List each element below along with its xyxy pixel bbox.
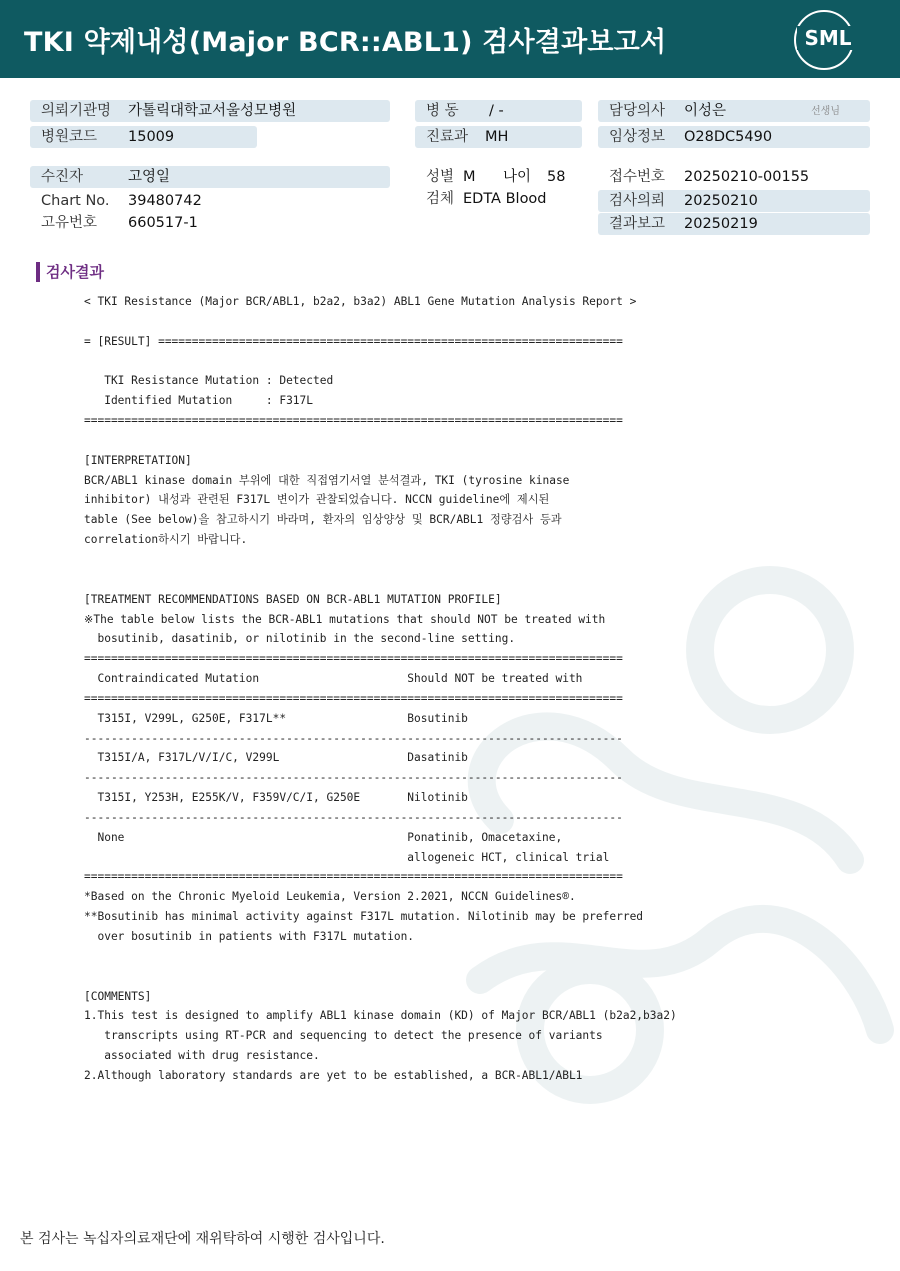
report-line: [TREATMENT RECOMMENDATIONS BASED ON BCR-ABL1 MUTATION PROFILE]: [84, 592, 502, 606]
report-line: = [RESULT] =====================================================================: [84, 334, 623, 348]
report-line: ================================================================================: [84, 691, 623, 705]
logo-text: SML: [797, 26, 859, 50]
report-line: over bosutinib in patients with F317L mutation.: [84, 930, 415, 943]
institution-label: 의뢰기관명: [41, 103, 112, 119]
report-line: None Ponatinib, Omacetaxine,: [84, 830, 563, 844]
report-header: [0, 0, 900, 78]
report-line: *Based on the Chronic Myeloid Leukemia, Version 2.2021, NCCN Guidelines®.: [84, 890, 576, 904]
test-request-value: 20250210: [684, 193, 758, 209]
report-line: ================================================================================: [84, 870, 623, 884]
chart-no-value: 39480742: [128, 193, 202, 209]
doctor-suffix: 선생님: [811, 106, 840, 117]
unique-no-label: 고유번호: [41, 215, 98, 231]
specimen-label: 검체: [426, 191, 455, 207]
report-line: T315I, V299L, G250E, F317L** Bosutinib: [84, 711, 468, 725]
report-line: --------------------------------------------------------------------------------: [84, 731, 623, 745]
report-line: [COMMENTS]: [84, 989, 152, 1003]
doctor-value: 이성은: [684, 103, 727, 119]
department-label: 진료과: [426, 129, 469, 145]
hospital-code-field: [30, 126, 257, 148]
sex-label: 성별: [426, 169, 455, 185]
patient-label: 수진자: [41, 169, 84, 185]
report-body: [84, 292, 677, 1086]
sml-logo: [794, 10, 860, 68]
clinical-info-field: [598, 126, 870, 148]
receipt-no-field: [598, 166, 870, 188]
report-line: allogeneic HCT, clinical trial: [84, 850, 610, 864]
patient-field: [30, 166, 390, 188]
test-request-label: 검사의뢰: [609, 193, 666, 209]
sex-age-field: [415, 166, 582, 188]
result-report-label: 결과보고: [609, 216, 666, 232]
hospital-code-value: 15009: [128, 129, 175, 145]
footer-note: 본 검사는 녹십자의료재단에 재위탁하여 시행한 검사입니다.: [20, 1231, 385, 1247]
report-line: table (See below)을 참고하시기 바라며, 환자의 임상양상 및 BCR/ABL1 정량검사 등과: [84, 513, 562, 527]
department-value: MH: [485, 129, 509, 145]
section-title: 검사결과: [36, 262, 104, 282]
report-line: T315I, Y253H, E255K/V, F359V/C/I, G250E Nilotinib: [84, 791, 468, 805]
age-label: 나이: [503, 169, 532, 185]
report-line: inhibitor) 내성과 관련된 F317L 변이가 관찰되었습니다. NCCN guideline에 제시된: [84, 493, 550, 507]
report-line: TKI Resistance Mutation : Detected: [84, 374, 334, 388]
report-line: ※The table below lists the BCR-ABL1 mutations that should NOT be treated with: [84, 612, 606, 626]
report-line: bosutinib, dasatinib, or nilotinib in the second-line setting.: [84, 632, 516, 646]
report-line: ================================================================================: [84, 414, 623, 428]
department-field: [415, 126, 582, 148]
report-line: transcripts using RT-PCR and sequencing to detect the presence of variants: [84, 1029, 603, 1043]
report-line: T315I/A, F317L/V/I/C, V299L Dasatinib: [84, 751, 468, 765]
chart-no-label: Chart No.: [41, 193, 110, 209]
patient-value: 고영일: [128, 169, 171, 185]
report-line: **Bosutinib has minimal activity against F317L mutation. Nilotinib may be preferred: [84, 910, 644, 924]
specimen-field: [415, 188, 582, 210]
report-line: ================================================================================: [84, 652, 623, 666]
report-line: --------------------------------------------------------------------------------: [84, 771, 623, 785]
ward-field: [415, 100, 582, 122]
report-line: correlation하시기 바랍니다.: [84, 533, 248, 547]
report-line: [INTERPRETATION]: [84, 453, 192, 467]
institution-field: [30, 100, 390, 122]
report-line: 2.Although laboratory standards are yet to be established, a BCR-ABL1/ABL1: [84, 1068, 583, 1082]
report-line: < TKI Resistance (Major BCR/ABL1, b2a2, b3a2) ABL1 Gene Mutation Analysis Report >: [84, 295, 637, 308]
unique-no-field: [30, 212, 390, 234]
receipt-no-label: 접수번호: [609, 169, 666, 185]
institution-value: 가톨릭대학교서울성모병원: [128, 103, 297, 119]
clinical-info-label: 임상정보: [609, 129, 666, 145]
report-line: associated with drug resistance.: [84, 1049, 320, 1063]
ward-label: 병 동: [426, 103, 459, 119]
ward-value: / -: [489, 103, 504, 119]
report-line: Contraindicated Mutation Should NOT be treated with: [84, 672, 583, 686]
report-line: --------------------------------------------------------------------------------: [84, 810, 623, 824]
report-title: TKI 약제내성(Major BCR::ABL1) 검사결과보고서: [24, 27, 667, 58]
clinical-info-value: O28DC5490: [684, 129, 773, 145]
test-request-field: [598, 190, 870, 212]
result-report-value: 20250219: [684, 216, 758, 232]
receipt-no-value: 20250210-00155: [684, 169, 810, 185]
specimen-value: EDTA Blood: [463, 191, 547, 207]
result-report-field: [598, 213, 870, 235]
chart-no-field: [30, 190, 390, 212]
report-line: BCR/ABL1 kinase domain 부위에 대한 직접염기서열 분석결과, TKI (tyrosine kinase: [84, 473, 570, 487]
unique-no-value: 660517-1: [128, 215, 198, 231]
sex-value: M: [463, 169, 476, 185]
doctor-field: [598, 100, 870, 122]
hospital-code-label: 병원코드: [41, 129, 98, 145]
report-line: 1.This test is designed to amplify ABL1 kinase domain (KD) of Major BCR/ABL1 (b2a2,b3a2): [84, 1009, 677, 1023]
age-value: 58: [547, 169, 566, 185]
report-line: Identified Mutation : F317L: [84, 394, 314, 408]
doctor-label: 담당의사: [609, 103, 666, 119]
